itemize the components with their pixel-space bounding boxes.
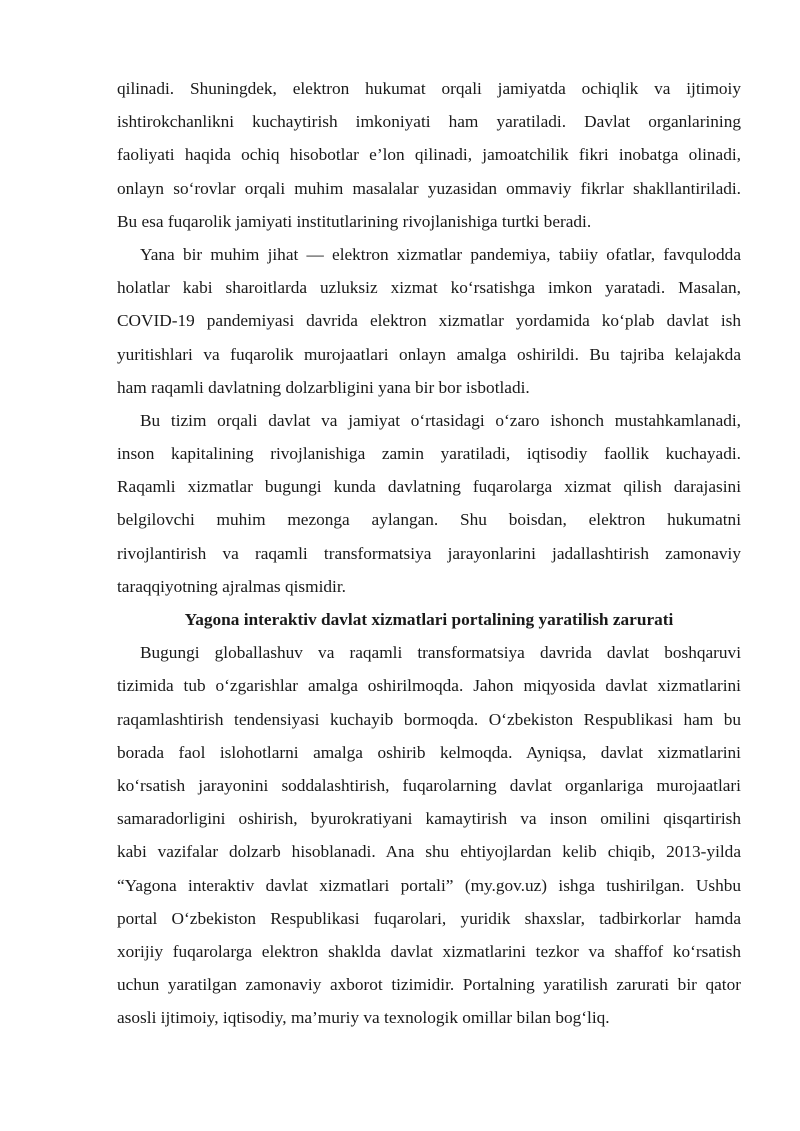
text-line: Bugungi globallashuv va raqamli transformatsiya davrida davlat boshqaruvi <box>140 643 741 663</box>
paragraph <box>117 636 741 1034</box>
text-line: ko‘rsatish jarayonini soddalashtirish, fuqarolarning davlat organlariga murojaatlari <box>117 775 741 795</box>
document-page <box>117 72 741 1034</box>
text-line: onlayn so‘rovlar orqali muhim masalalar yuzasidan ommaviy fikrlar shakllantiriladi. <box>117 178 741 198</box>
text-line: “Yagona interaktiv davlat xizmatlari portali” (my.gov.uz) ishga tushirilgan. Ushbu <box>117 875 741 895</box>
paragraph <box>117 404 741 603</box>
text-line: kabi vazifalar dolzarb hisoblanadi. Ana shu ehtiyojlardan kelib chiqib, 2013-yilda <box>117 842 741 862</box>
text-line: samaradorligini oshirish, byurokratiyani kamaytirish va inson omilini qisqartirish <box>117 809 741 829</box>
text-line: taraqqiyotning ajralmas qismidir. <box>117 576 346 596</box>
text-line: ishtirokchanlikni kuchaytirish imkoniyati ham yaratiladi. Davlat organlarining <box>117 112 741 132</box>
text-line: asosli ijtimoiy, iqtisodiy, ma’muriy va texnologik omillar bilan bog‘liq. <box>117 1008 610 1028</box>
text-line: rivojlantirish va raqamli transformatsiya jarayonlarini jadallashtirish zamonaviy <box>117 543 741 563</box>
text-line: portal O‘zbekiston Respublikasi fuqarolari, yuridik shaxslar, tadbirkorlar hamda <box>117 908 741 928</box>
text-line: uchun yaratilgan zamonaviy axborot tizimidir. Portalning yaratilish zarurati bir qator <box>117 975 741 995</box>
text-line: borada faol islohotlarni amalga oshirib kelmoqda. Ayniqsa, davlat xizmatlarini <box>117 742 741 762</box>
text-line: xorijiy fuqarolarga elektron shaklda davlat xizmatlarini tezkor va shaffof ko‘rsatish <box>117 941 741 961</box>
section-heading: Yagona interaktiv davlat xizmatlari portalining yaratilish zarurati <box>184 610 674 629</box>
text-line: raqamlashtirish tendensiyasi kuchayib bormoqda. O‘zbekiston Respublikasi ham bu <box>117 709 741 729</box>
text-line: inson kapitalining rivojlanishiga zamin yaratiladi, iqtisodiy faollik kuchayadi. <box>117 444 741 464</box>
paragraph <box>117 72 741 238</box>
text-line: Raqamli xizmatlar bugungi kunda davlatning fuqarolarga xizmat qilish darajasini <box>117 477 741 497</box>
text-line: faoliyati haqida ochiq hisobotlar e’lon qilinadi, jamoatchilik fikri inobatga olinadi, <box>117 145 741 165</box>
text-line: COVID-19 pandemiyasi davrida elektron xizmatlar yordamida ko‘plab davlat ish <box>117 311 741 331</box>
text-line: Bu tizim orqali davlat va jamiyat o‘rtasidagi o‘zaro ishonch mustahkamlanadi, <box>140 410 741 430</box>
text-line: holatlar kabi sharoitlarda uzluksiz xizmat ko‘rsatishga imkon yaratadi. Masalan, <box>117 278 741 298</box>
text-line: qilinadi. Shuningdek, elektron hukumat orqali jamiyatda ochiqlik va ijtimoiy <box>117 79 741 98</box>
text-line: Bu esa fuqarolik jamiyati institutlarining rivojlanishiga turtki beradi. <box>117 211 592 231</box>
text-line: Yana bir muhim jihat — elektron xizmatlar pandemiya, tabiiy ofatlar, favqulodda <box>140 244 741 264</box>
text-line: tizimida tub o‘zgarishlar amalga oshirilmoqda. Jahon miqyosida davlat xizmatlarini <box>117 676 741 696</box>
text-line: ham raqamli davlatning dolzarbligini yana bir bor isbotladi. <box>117 377 530 397</box>
text-line: yuritishlari va fuqarolik murojaatlari onlayn amalga oshirildi. Bu tajriba kelajakda <box>117 344 741 364</box>
text-line: belgilovchi muhim mezonga aylangan. Shu boisdan, elektron hukumatni <box>117 510 741 530</box>
paragraph <box>117 238 741 404</box>
